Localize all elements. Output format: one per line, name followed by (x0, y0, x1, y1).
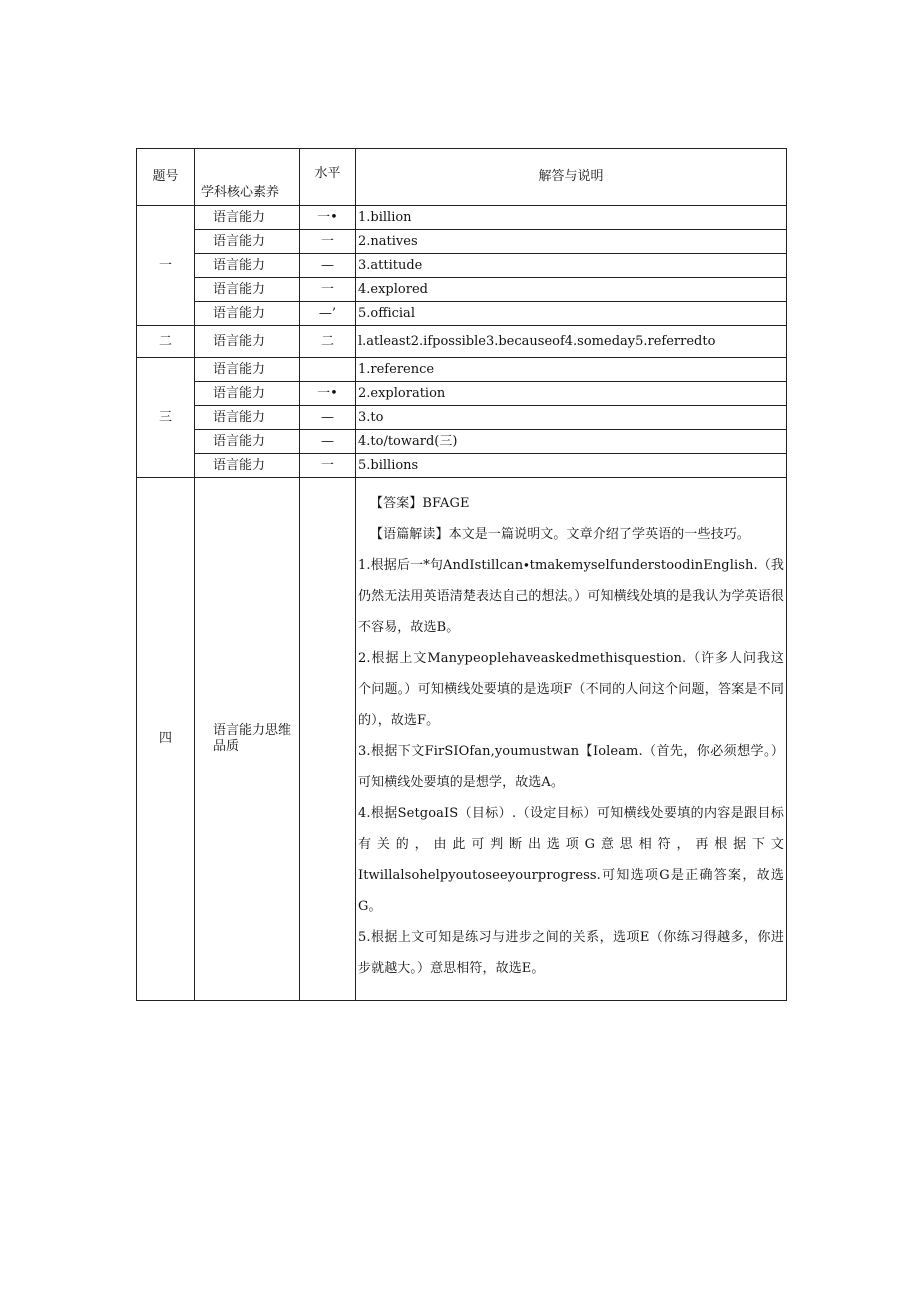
answer-cell: 1.billion (356, 206, 787, 230)
level-cell: 一• (300, 206, 356, 230)
answer-cell: 5.billions (356, 454, 787, 478)
table-row (137, 254, 787, 278)
table-row (137, 206, 787, 230)
skill-cell: 语言能力 (195, 302, 300, 326)
level-cell: — (300, 254, 356, 278)
table-row (137, 478, 787, 1001)
table-row (137, 382, 787, 406)
table-row (137, 454, 787, 478)
skill-cell: 语言能力 (195, 430, 300, 454)
table-row (137, 278, 787, 302)
header-num: 题号 (137, 149, 195, 206)
skill-cell: 语言能力 (195, 254, 300, 278)
answer-cell: 2.exploration (356, 382, 787, 406)
section-number: 一 (137, 206, 195, 326)
level-cell: — (300, 430, 356, 454)
explanation-cell (356, 478, 787, 1001)
skill-cell: 语言能力 (195, 326, 300, 358)
skill-cell: 语言能力 (195, 382, 300, 406)
table-row (137, 302, 787, 326)
section-number: 二 (137, 326, 195, 358)
level-cell (300, 358, 356, 382)
level-cell: 一 (300, 278, 356, 302)
header-row (137, 149, 787, 206)
skill-cell: 语言能力 (195, 278, 300, 302)
table-row (137, 430, 787, 454)
skill-cell: 语言能力 (195, 454, 300, 478)
skill-cell: 语言能力思维品质 (195, 478, 300, 1001)
passage-summary: 【语篇解读】本文是一篇说明文。文章介绍了学英语的一些技巧。 (370, 527, 750, 542)
skill-cell: 语言能力 (195, 206, 300, 230)
header-answer: 解答与说明 (356, 149, 787, 206)
explanation-item: 2.根据上文Manypeoplehaveaskedmethisquestion.（许多人问我这个问题。）可知横线处要填的是选项F（不同的人问这个问题，答案是不同的），故选F。 (358, 651, 784, 728)
level-cell: —’ (300, 302, 356, 326)
table-row (137, 406, 787, 430)
header-level: 水平 (300, 149, 356, 206)
explanation-item: 4.根据SetgoaIS（目标）.（设定目标）可知横线处要填的内容是跟目标有关的，由此可判断出选项G意思相符，再根据下文Itwillalsohelpyoutoseeyourprogress.可知选项G是正确答案，故选G。 (358, 806, 784, 914)
answer-cell: 4.explored (356, 278, 787, 302)
answer-cell: l.atleast2.ifpossible3.becauseof4.someday5.referredto (356, 326, 787, 358)
explanation-item: 5.根据上文可知是练习与进步之间的关系，选项E（你练习得越多，你进步就越大。）意思相符，故选E。 (358, 930, 784, 976)
level-cell: 一 (300, 454, 356, 478)
section-number: 四 (137, 478, 195, 1001)
table-row (137, 326, 787, 358)
table-row (137, 230, 787, 254)
header-skill: 学科核心素养 (195, 149, 300, 206)
answer-cell: 4.to∕toward(三) (356, 430, 787, 454)
answer-cell: 3.attitude (356, 254, 787, 278)
answer-table (136, 148, 787, 1001)
section-number: 三 (137, 358, 195, 478)
level-cell: — (300, 406, 356, 430)
explanation-item: 1.根据后一*句AndIstillcan∙tmakemyselfunderstoodinEnglish.（我仍然无法用英语清楚表达自己的想法。）可知横线处填的是我认为学英语很不容易，故选B。 (358, 558, 784, 635)
level-cell: 二 (300, 326, 356, 358)
level-cell: 一• (300, 382, 356, 406)
answer-cell: 1.reference (356, 358, 787, 382)
skill-cell: 语言能力 (195, 358, 300, 382)
level-cell: 一 (300, 230, 356, 254)
answer-cell: 5.official (356, 302, 787, 326)
explanation-item: 3.根据下文FirSIOfan,youmustwan【Ioleam.（首先，你必须想学。）可知横线处要填的是想学，故选A。 (358, 744, 784, 790)
answer-cell: 2.natives (356, 230, 787, 254)
table-row (137, 358, 787, 382)
skill-cell: 语言能力 (195, 406, 300, 430)
answer-cell: 3.to (356, 406, 787, 430)
level-cell (300, 478, 356, 1001)
answer-key: 【答案】BFAGE (370, 496, 470, 511)
skill-cell: 语言能力 (195, 230, 300, 254)
